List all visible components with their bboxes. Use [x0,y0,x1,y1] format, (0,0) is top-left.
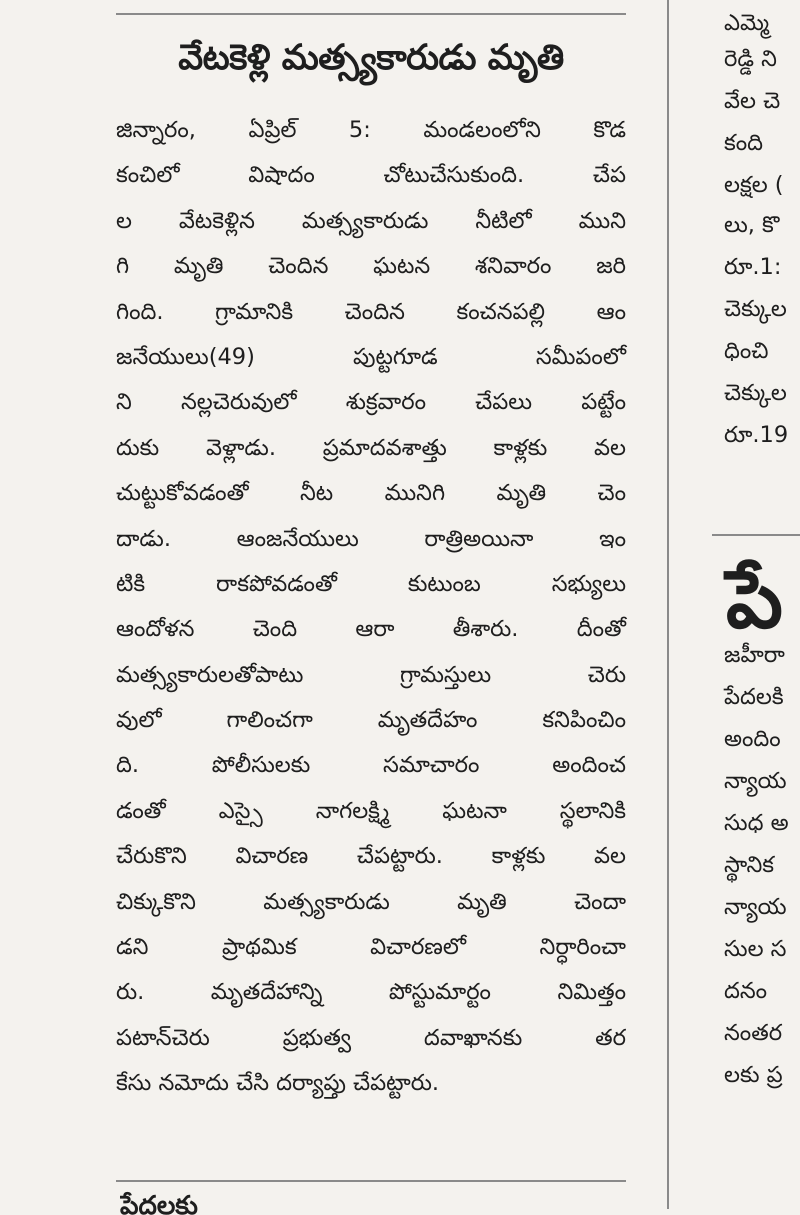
right-column-cropped [668,0,800,1209]
body-line: డని ప్రాథమిక విచారణలో నిర్ధారించా [116,934,626,961]
body-line: టికి రాకపోవడంతో కుటుంబ సభ్యులు [116,570,626,597]
right-line: చెక్కుల [724,380,787,406]
right-line: సుల స [724,936,787,962]
body-line: గింది. గ్రామానికి చెందిన కంచనపల్లి ఆం [116,298,626,325]
article-body [116,108,626,1107]
next-article-title-cropped: పేదలకు [120,1191,198,1215]
body-line: డంతో ఎస్సై నాగలక్ష్మి ఘటనా స్థలానికి [116,797,626,824]
right-line: ధించి [724,338,769,364]
right-line: సుధ అ [724,810,789,836]
body-line: దాడు. ఆంజనేయులు రాత్రిఅయినా ఇం [116,525,626,552]
body-line: వులో గాలించగా మృతదేహం కనిపించిం [116,707,626,734]
body-line: గి మృతి చెందిన ఘటన శనివారం జరి [116,253,626,280]
left-article [116,0,626,1215]
right-line: అందిం [724,726,781,752]
right-line: ఎమ్మె [724,10,770,36]
body-line: చిక్కుకొని మత్స్యకారుడు మృతి చెందా [116,888,626,915]
body-line: చేరుకొని విచారణ చేపట్టారు. కాళ్లకు వల [116,843,626,870]
right-line: లు, కొ [724,212,780,238]
body-line: ఆందోళన చెంది ఆరా తీశారు. దీంతో [116,616,626,643]
right-line: రెడ్డి ని [724,46,777,72]
body-line: మత్స్యకారులతోపాటు గ్రామస్తులు చెరు [116,661,626,688]
body-line: చుట్టుకోవడంతో నీట మునిగి మృతి చెం [116,480,626,507]
right-line: న్యాయ [724,768,787,794]
right-line: జహీరా [724,642,785,668]
body-line: ల వేటకెళ్లిన మత్స్యకారుడు నీటిలో ముని [116,207,626,234]
body-line: రు. మృతదేహాన్ని పోస్టుమార్టం నిమిత్తం [116,979,626,1006]
body-line: దుకు వెళ్లాడు. ప్రమాదవశాత్తు కాళ్లకు వల [116,434,626,461]
right-line: వేల చె [724,88,781,114]
body-line: కంచిలో విషాదం చోటుచేసుకుంది. చేప [116,162,626,189]
right-line: చెక్కుల [724,296,787,322]
right-line: రూ.1: [724,254,782,280]
body-line: జనేయులు(49) పుట్టగూడ సమీపంలో [116,343,626,370]
right-article-headline: పే [726,553,783,646]
right-line: న్యాయ [724,894,787,920]
article-headline: వేటకెళ్లి మత్స్యకారుడు మృతి [178,38,564,78]
body-line: పటాన్‌చెరు ప్రభుత్వ దవాఖానకు తర [116,1024,626,1051]
right-line: కంది [724,130,764,156]
right-line: నంతర [724,1020,783,1046]
body-line: జిన్నారం, ఏప్రిల్ 5: మండలంలోని కొడ [116,117,626,143]
right-line: స్థానిక [724,852,775,878]
body-line: ని నల్లచెరువులో శుక్రవారం చేపలు పట్టేం [116,389,626,416]
right-line: లకు ప్ర [724,1062,783,1088]
right-line: రూ.19 [724,422,789,448]
body-line: ది. పోలీసులకు సమాచారం అందించ [116,752,626,779]
right-line: దనం [724,978,768,1004]
body-line: కేసు నమోదు చేసి దర్యాప్తు చేపట్టారు. [116,1070,440,1097]
right-line: లక్షల ( [724,172,784,198]
right-line: పేదలకి [724,684,784,710]
